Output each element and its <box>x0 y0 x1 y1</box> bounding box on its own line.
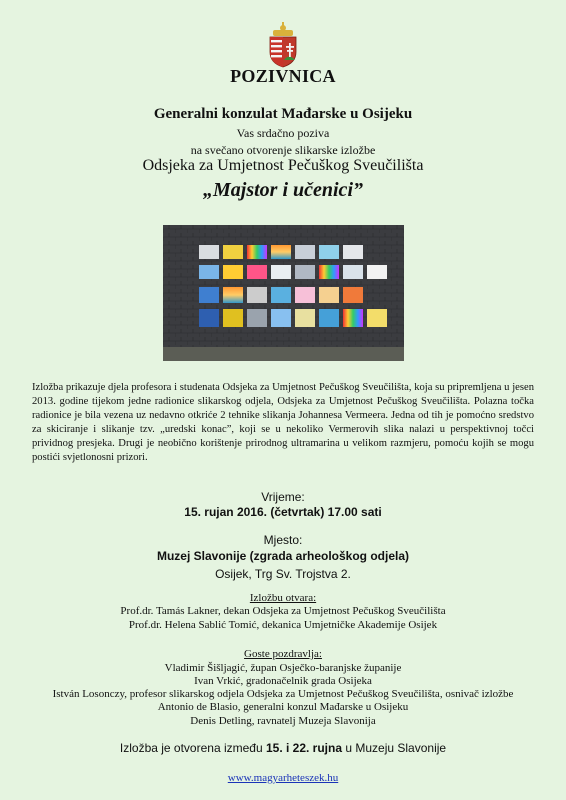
time-value: 15. rujan 2016. (četvrtak) 17.00 sati <box>184 505 382 519</box>
opening-person: Prof.dr. Helena Sablić Tomić, dekanica Umjetničke Akademije Osijek <box>128 619 438 631</box>
invite-line-2: na svečano otvorenje slikarske izložbe <box>190 143 376 157</box>
greeting-person: István Losonczy, profesor slikarskog odjela Odsjeka za Umjetnost Pečuškog Sveučilišta, osnivač izložbe <box>52 688 514 700</box>
greeting-person: Denis Detling, ravnatelj Muzeja Slavonija <box>190 715 376 727</box>
opening-person: Prof.dr. Tamás Lakner, dekan Odsjeka za Umjetnost Pečuškog Sveučilišta <box>120 605 446 617</box>
exhibition-dates <box>0 741 566 755</box>
coat-of-arms-icon <box>265 22 301 68</box>
place-label: Mjesto: <box>263 533 303 547</box>
website-link[interactable]: www.magyarheteszek.hu <box>227 772 339 784</box>
greeting-person: Vladimir Šišljagić, župan Osječko-baranjske županije <box>164 662 402 674</box>
greeting-person: Ivan Vrkić, gradonačelnik grada Osijeka <box>194 675 372 687</box>
invite-line-1: Vas srdačno poziva <box>236 126 330 140</box>
open-prefix: Izložba je otvorena između <box>119 741 266 755</box>
exhibition-photo <box>163 225 404 361</box>
opening-label: Izložbu otvara: <box>249 592 317 604</box>
venue-address: Osijek, Trg Sv. Trojstva 2. <box>215 567 351 581</box>
invite-line-3: Odsjeka za Umjetnost Pečuškog Sveučilišta <box>142 157 424 174</box>
exhibition-description: Izložba prikazuje djela profesora i studenata Odsjeka za Umjetnost Pečuškog Sveučilišta, koja su pripremljena u jesen 2013. godine tijekom jedne radionice slikarskog odjela, Odsjeka za Umjetnost Pečuškog Sveučilišta. Polazna točka radionice je bila vezena uz nedavno otkriće 2 tehnike slikanja Johannesa Vermeera. Jedna od tih je pomoćno sredstvo za skiciranje i slikanje tzv. „uredski konac”, koji se u nekoliko Vermerovih slika nalazi u perspektivnoj točci prividnog presjeka. Drugi je neobično korištenje prirodnog ultramarina u velikom razmjeru, pomoću kojih se mogu postići svjetlonosni prizori. <box>32 382 534 463</box>
exhibition-title: „Majstor i učenici” <box>202 179 363 201</box>
open-dates: 15. i 22. rujna <box>265 741 343 755</box>
organization-name: Generalni konzulat Mađarske u Osijeku <box>153 106 413 122</box>
invitation-title: POZIVNICA <box>230 66 336 86</box>
open-suffix: u Muzeju Slavonije <box>342 741 447 755</box>
venue-name: Muzej Slavonije (zgrada arheološkog odjela) <box>156 549 410 563</box>
time-label: Vrijeme: <box>261 490 305 504</box>
greeting-label: Goste pozdravlja: <box>244 648 322 660</box>
greeting-person: Antonio de Blasio, generalni konzul Mađarske u Osijeku <box>157 701 409 713</box>
